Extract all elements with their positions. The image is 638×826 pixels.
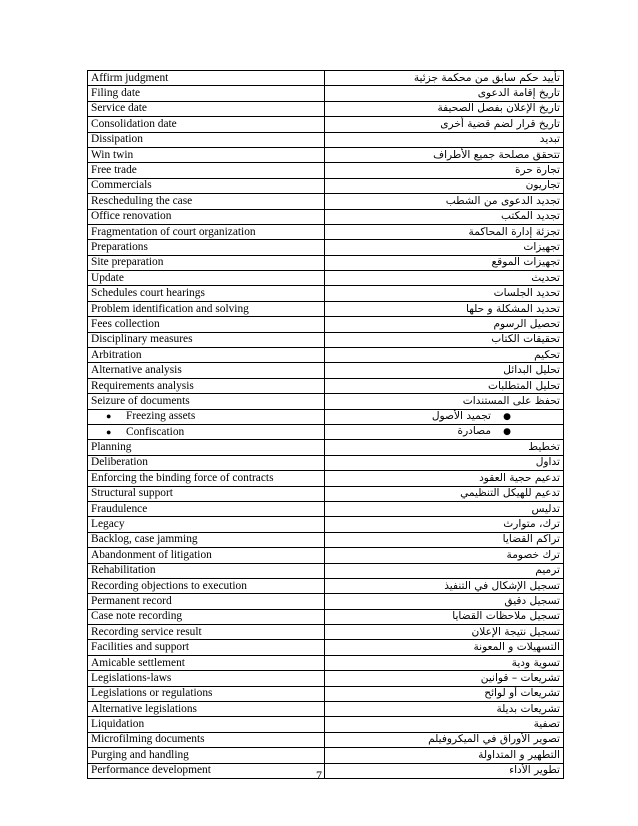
english-term-text: Win twin (91, 148, 134, 161)
arabic-term (325, 286, 564, 301)
arabic-term-text: تتحقق مصلحة جميع الأطراف (433, 148, 560, 161)
table-row (88, 209, 564, 224)
bullet-icon: ● (503, 411, 511, 422)
english-term-text: Consolidation date (91, 117, 177, 130)
english-term (88, 563, 325, 578)
english-term (88, 286, 325, 301)
english-term (88, 194, 325, 209)
arabic-term (325, 609, 564, 624)
english-term (88, 655, 325, 670)
english-term (88, 517, 325, 532)
english-term-text: Abandonment of litigation (91, 548, 212, 561)
table-row (88, 286, 564, 301)
arabic-term (325, 625, 564, 640)
english-term (88, 455, 325, 470)
arabic-term-text: تحليل المتطلبات (488, 379, 560, 392)
english-term-text: Recording service result (91, 625, 202, 638)
table-row (88, 394, 564, 409)
table-row (88, 532, 564, 547)
english-term (88, 717, 325, 732)
table-row (88, 255, 564, 270)
table-row (88, 702, 564, 717)
arabic-term (325, 101, 564, 116)
arabic-term-text: تاريخ إقامة الدعوى (477, 87, 560, 100)
arabic-term-text: تجارة حرة (515, 164, 560, 177)
arabic-term-text: تأييد حكم سابق من محكمة جزئية (413, 71, 560, 84)
arabic-term (325, 317, 564, 332)
arabic-term (325, 686, 564, 701)
arabic-term-text: تجميد الأصول (431, 409, 491, 422)
table-row (88, 117, 564, 132)
arabic-term-text: تجهيزات الموقع (491, 256, 560, 269)
english-term-text: Performance development (91, 764, 211, 777)
english-term (88, 271, 325, 286)
english-term (88, 332, 325, 347)
arabic-term-text: تسجيل ملاحظات القضايا (452, 610, 560, 623)
table-row (88, 578, 564, 593)
english-term (88, 609, 325, 624)
english-term (88, 163, 325, 178)
english-term (88, 178, 325, 193)
glossary-table (87, 70, 564, 779)
arabic-term (325, 671, 564, 686)
arabic-term-text: تصفية (533, 718, 560, 731)
arabic-term-text: تحقيقات الكتاب (491, 333, 560, 346)
english-term-text: Fragmentation of court organization (91, 225, 256, 238)
english-term-text: Deliberation (91, 456, 148, 469)
english-term (88, 132, 325, 147)
table-row (88, 363, 564, 378)
arabic-term (325, 163, 564, 178)
english-term (88, 71, 325, 86)
arabic-term (325, 471, 564, 486)
arabic-term-text: مصادرة (457, 425, 491, 438)
english-term (88, 532, 325, 547)
arabic-term-text: تشريعات بديلة (496, 702, 560, 715)
table-row (88, 301, 564, 316)
english-term (88, 501, 325, 516)
english-term (88, 548, 325, 563)
english-term (88, 640, 325, 655)
table-row (88, 686, 564, 701)
english-term-text: Microfilming documents (91, 733, 205, 746)
arabic-term-text: تجزئة إدارة المحاكمة (468, 225, 560, 238)
english-term-text: Facilities and support (91, 641, 190, 654)
table-row (88, 717, 564, 732)
english-term-text: Filing date (91, 87, 141, 100)
english-term-text: Commercials (91, 179, 152, 192)
english-term (88, 101, 325, 116)
arabic-term-text: تصوير الأوراق في الميكروفيلم (428, 733, 560, 746)
table-row (88, 501, 564, 516)
table-row (88, 517, 564, 532)
arabic-term-text: تراكم القضايا (502, 533, 560, 546)
table-row (88, 101, 564, 116)
arabic-term-text: تاريخ الإعلان بفصل الصحيفة (437, 102, 560, 115)
table-row (88, 486, 564, 501)
english-term (88, 255, 325, 270)
bullet-icon: ● (106, 426, 112, 437)
arabic-term-text: تشريعات أو لوائح (484, 687, 560, 700)
english-term (88, 147, 325, 162)
table-row (88, 440, 564, 455)
arabic-term-text: تحفظ على المستندات (462, 394, 560, 407)
table-row (88, 424, 564, 439)
english-term (88, 625, 325, 640)
bullet-icon: ● (106, 411, 112, 422)
arabic-term (325, 532, 564, 547)
arabic-term-text: تجديد المكتب (501, 210, 560, 223)
arabic-term (325, 440, 564, 455)
arabic-term (325, 517, 564, 532)
arabic-term (325, 363, 564, 378)
english-term (88, 686, 325, 701)
arabic-term (325, 240, 564, 255)
english-term (88, 671, 325, 686)
table-row (88, 194, 564, 209)
table-row (88, 409, 564, 424)
english-term-text: Requirements analysis (91, 379, 194, 392)
table-row (88, 348, 564, 363)
arabic-term (325, 178, 564, 193)
table-row (88, 71, 564, 86)
arabic-term (325, 394, 564, 409)
table-row (88, 748, 564, 763)
arabic-term-text: تسوية ودية (511, 656, 560, 669)
english-term-text: Enforcing the binding force of contracts (91, 471, 274, 484)
arabic-term-text: تحديث (531, 271, 560, 284)
table-row (88, 625, 564, 640)
page-number: 7 (316, 768, 322, 782)
table-row (88, 548, 564, 563)
english-term-text: Freezing assets (126, 410, 196, 423)
english-term-text: Case note recording (91, 610, 183, 623)
arabic-term (325, 147, 564, 162)
arabic-term-text: التسهيلات و المعونة (473, 641, 560, 654)
table-row (88, 163, 564, 178)
arabic-term (325, 301, 564, 316)
arabic-term (325, 578, 564, 593)
english-term-text: Fraudulence (91, 502, 148, 515)
table-row (88, 655, 564, 670)
arabic-term (325, 378, 564, 393)
english-term-text: Rescheduling the case (91, 194, 193, 207)
arabic-term-text: تجديد الدعوى من الشطب (445, 194, 560, 207)
english-term-text: Permanent record (91, 594, 172, 607)
table-row (88, 471, 564, 486)
table-row (88, 563, 564, 578)
english-term (88, 240, 325, 255)
arabic-term-text: تداول (535, 456, 560, 469)
table-row (88, 732, 564, 747)
arabic-term (325, 224, 564, 239)
arabic-term (325, 71, 564, 86)
arabic-term (325, 486, 564, 501)
arabic-term-text: تجاريون (525, 179, 560, 192)
english-term (88, 748, 325, 763)
table-row (88, 271, 564, 286)
english-term-text: Schedules court hearings (91, 287, 205, 300)
arabic-term-text: ترك خصومة (506, 548, 560, 561)
arabic-term-text: تدعيم حجية العقود (479, 471, 560, 484)
arabic-term-text: تسجيل نتيجة الإعلان (471, 625, 560, 638)
english-term-text: Amicable settlement (91, 656, 185, 669)
table-row (88, 147, 564, 162)
table-row (88, 224, 564, 239)
english-term-text: Recording objections to execution (91, 579, 247, 592)
arabic-term (325, 132, 564, 147)
arabic-term-text: تدعيم للهيكل التنظيمي (460, 487, 560, 500)
table-row (88, 240, 564, 255)
arabic-term-text: تبديد (539, 133, 560, 146)
arabic-term (325, 501, 564, 516)
arabic-term (325, 594, 564, 609)
english-term-text: Alternative analysis (91, 364, 182, 377)
english-term-text: Dissipation (91, 133, 143, 146)
english-term (88, 86, 325, 101)
arabic-term (325, 748, 564, 763)
english-term (88, 578, 325, 593)
arabic-term (325, 640, 564, 655)
table-row (88, 132, 564, 147)
arabic-term (325, 563, 564, 578)
arabic-term-text: تحديد الجلسات (493, 287, 560, 300)
english-term-text: Legacy (91, 518, 125, 531)
arabic-term (325, 409, 564, 424)
english-term-text: Disciplinary measures (91, 333, 193, 346)
english-term-text: Office renovation (91, 210, 172, 223)
arabic-term-text: تجهيزات (523, 240, 560, 253)
arabic-term (325, 86, 564, 101)
arabic-term-text: تشريعات – قوانين (480, 671, 560, 684)
english-term-text: Liquidation (91, 718, 145, 731)
english-term-text: Backlog, case jamming (91, 533, 198, 546)
arabic-term-text: ترك، متوارث (503, 518, 560, 531)
arabic-term-text: ترميم (535, 564, 560, 577)
english-term (88, 224, 325, 239)
arabic-term (325, 424, 564, 439)
table-row (88, 455, 564, 470)
english-term (88, 317, 325, 332)
english-term-text: Confiscation (126, 425, 185, 438)
arabic-term (325, 717, 564, 732)
arabic-term-text: تسجيل دقيق (504, 594, 560, 607)
english-term-text: Free trade (91, 164, 137, 177)
bullet-icon: ● (503, 427, 511, 438)
english-term-text: Alternative legislations (91, 702, 197, 715)
arabic-term (325, 655, 564, 670)
english-term (88, 440, 325, 455)
english-term (88, 486, 325, 501)
arabic-term-text: تحديد المشكلة و حلها (465, 302, 560, 315)
table-row (88, 86, 564, 101)
english-term (88, 409, 325, 424)
english-term-text: Preparations (91, 240, 148, 253)
english-term (88, 424, 325, 439)
arabic-term (325, 117, 564, 132)
arabic-term (325, 348, 564, 363)
english-term-text: Purging and handling (91, 748, 189, 761)
english-term (88, 732, 325, 747)
arabic-term (325, 702, 564, 717)
english-term-text: Planning (91, 441, 132, 454)
english-term-text: Legislations-laws (91, 671, 172, 684)
arabic-term (325, 548, 564, 563)
arabic-term-text: تدليس (531, 502, 560, 515)
english-term-text: Seizure of documents (91, 394, 190, 407)
table-row (88, 332, 564, 347)
table-row (88, 609, 564, 624)
table-row (88, 378, 564, 393)
english-term (88, 348, 325, 363)
english-term-text: Arbitration (91, 348, 142, 361)
english-term-text: Site preparation (91, 256, 164, 269)
table-row (88, 594, 564, 609)
table-row (88, 671, 564, 686)
arabic-term (325, 194, 564, 209)
arabic-term-text: تحليل البدائل (503, 364, 560, 377)
english-term-text: Problem identification and solving (91, 302, 249, 315)
english-term (88, 394, 325, 409)
arabic-term-text: تطوير الأداء (509, 764, 560, 777)
table-row (88, 317, 564, 332)
arabic-term (325, 455, 564, 470)
arabic-term-text: تحكيم (534, 348, 560, 361)
english-term-text: Rehabilitation (91, 564, 156, 577)
glossary-body (88, 71, 564, 779)
table-row (88, 178, 564, 193)
english-term (88, 363, 325, 378)
english-term (88, 117, 325, 132)
arabic-term-text: تاريخ قرار لضم قضية أخرى (440, 117, 560, 130)
arabic-term-text: تحصيل الرسوم (493, 317, 560, 330)
english-term-text: Structural support (91, 487, 173, 500)
english-term-text: Service date (91, 102, 147, 115)
english-term (88, 594, 325, 609)
arabic-term (325, 732, 564, 747)
english-term-text: Affirm judgment (91, 71, 169, 84)
arabic-term-text: تخطيط (528, 441, 560, 454)
english-term (88, 209, 325, 224)
arabic-term-text: تسجيل الإشكال في التنفيذ (444, 579, 560, 592)
english-term (88, 378, 325, 393)
english-term (88, 301, 325, 316)
arabic-term (325, 271, 564, 286)
english-term-text: Update (91, 271, 124, 284)
arabic-term (325, 209, 564, 224)
english-term (88, 471, 325, 486)
english-term-text: Fees collection (91, 317, 160, 330)
table-row (88, 640, 564, 655)
english-term-text: Legislations or regulations (91, 687, 213, 700)
english-term (88, 702, 325, 717)
arabic-term-text: التطهير و المتداولة (478, 748, 560, 761)
arabic-term (325, 255, 564, 270)
arabic-term (325, 332, 564, 347)
